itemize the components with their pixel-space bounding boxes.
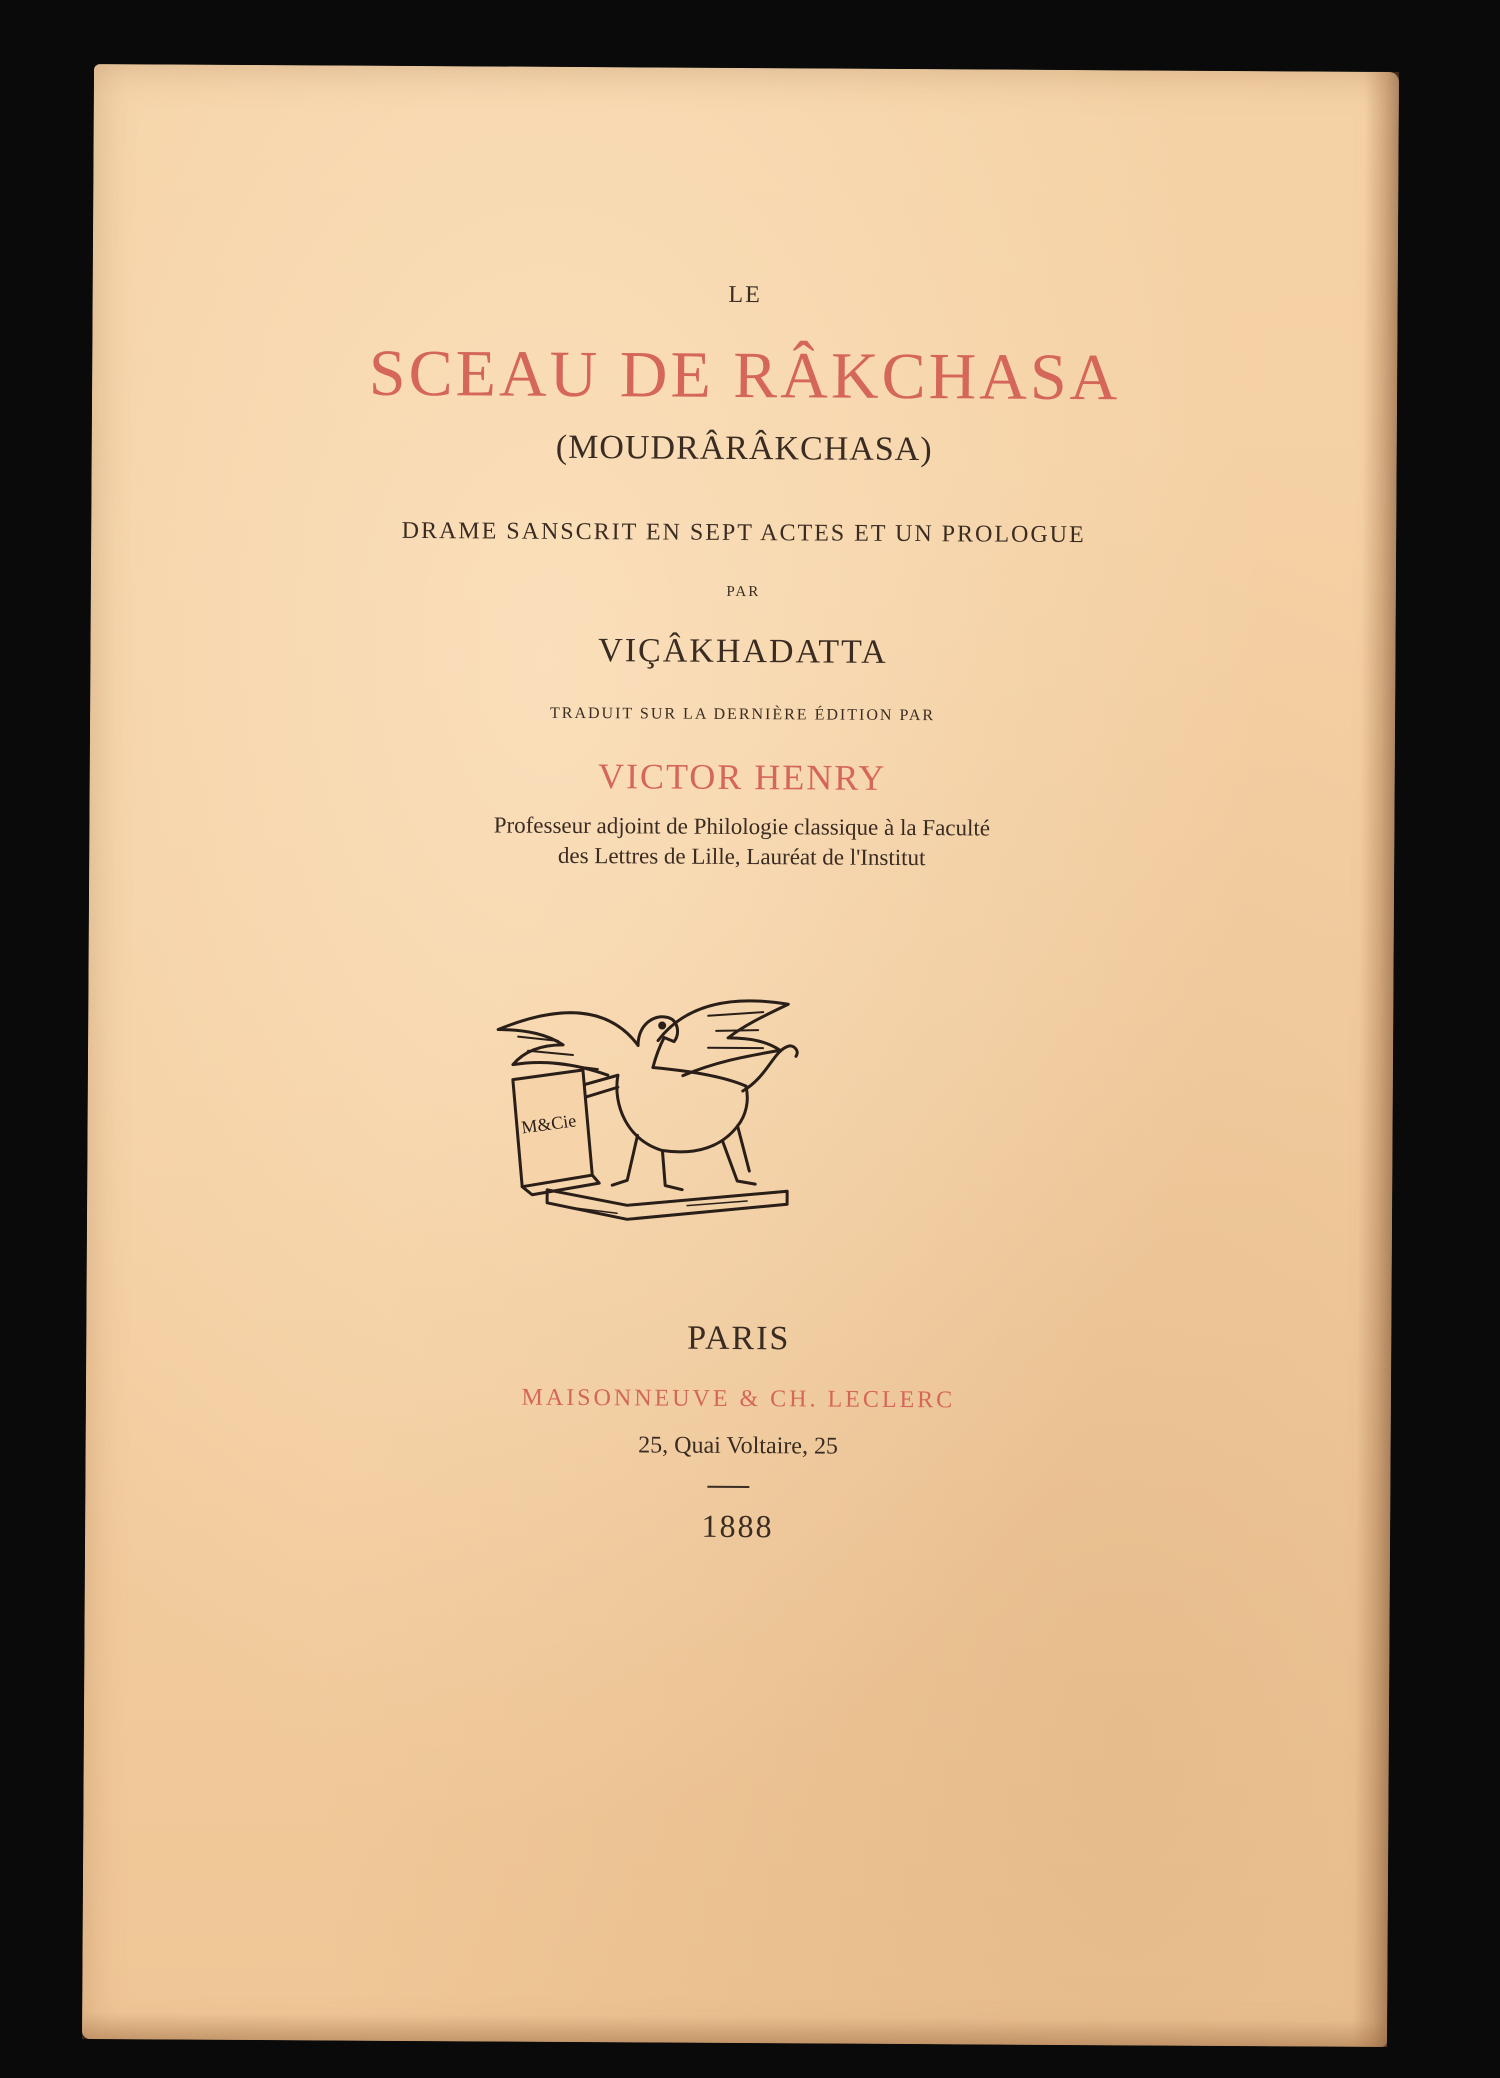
divider-rule xyxy=(707,1486,749,1488)
translation-note: TRADUIT SUR LA DERNIÈRE ÉDITION PAR xyxy=(549,704,936,725)
author-name: VIÇÂKHADATTA xyxy=(598,632,888,671)
translator-name: VICTOR HENRY xyxy=(597,756,887,798)
genre-line: DRAME SANSCRIT EN SEPT ACTES ET UN PROLOGUE xyxy=(401,517,1086,549)
translator-title-2: des Lettres de Lille, Lauréat de l'Institut xyxy=(557,842,926,871)
publisher-name: MAISONNEUVE & CH. LECLERC xyxy=(521,1384,956,1414)
cover-bottom-edge xyxy=(82,2013,1387,2047)
by-line: PAR xyxy=(726,583,761,601)
griffin-emblem-icon xyxy=(487,974,809,1226)
publisher-address: 25, Quai Voltaire, 25 xyxy=(638,1432,839,1460)
publication-city: PARIS xyxy=(687,1319,791,1358)
original-title: (MOUDRÂRÂKCHASA) xyxy=(555,428,933,469)
translator-title-1: Professeur adjoint de Philologie classique à la Faculté xyxy=(493,812,991,841)
emblem-book-lettering: M&Cie xyxy=(520,1110,578,1138)
publication-year: 1888 xyxy=(701,1507,774,1545)
title-article: LE xyxy=(728,281,762,309)
book-title: SCEAU DE RÂKCHASA xyxy=(368,336,1121,415)
book-cover xyxy=(82,64,1399,2047)
